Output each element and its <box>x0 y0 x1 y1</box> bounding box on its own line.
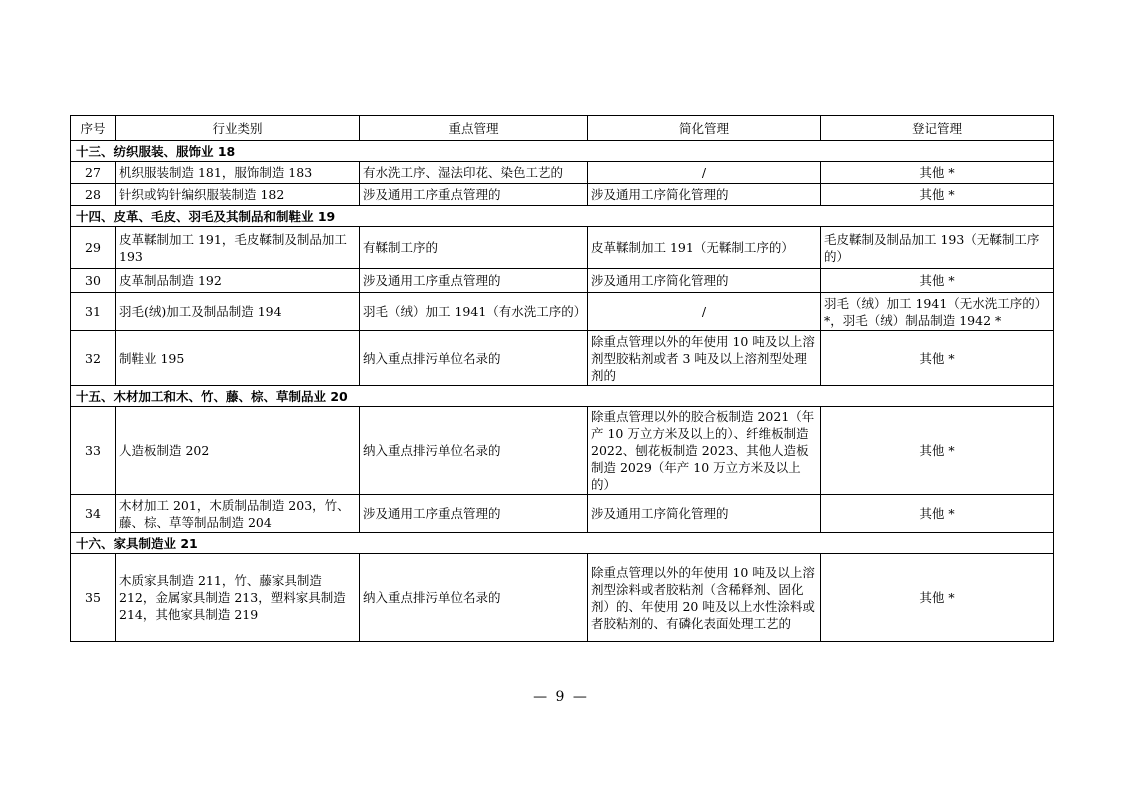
page-number: — 9 — <box>533 689 589 705</box>
industry-cell: 机织服装制造 181，服饰制造 183 <box>116 162 360 184</box>
simplified-management-cell: 涉及通用工序简化管理的 <box>588 184 821 206</box>
section-row <box>71 533 1054 554</box>
industry-cell: 人造板制造 202 <box>116 407 360 495</box>
row-number: 28 <box>71 184 116 206</box>
registration-management-cell: 其他 * <box>821 184 1054 206</box>
simplified-management-cell: 皮革鞣制加工 191（无鞣制工序的） <box>588 227 821 269</box>
simplified-management-cell: 除重点管理以外的年使用 10 吨及以上溶剂型胶粘剂或者 3 吨及以上溶剂型处理剂的 <box>588 331 821 386</box>
row-number: 32 <box>71 331 116 386</box>
row-number: 35 <box>71 554 116 642</box>
header-industry: 行业类别 <box>116 116 360 141</box>
industry-cell: 羽毛(绒)加工及制品制造 194 <box>116 293 360 331</box>
row-number: 27 <box>71 162 116 184</box>
row-number: 33 <box>71 407 116 495</box>
industry-cell: 木材加工 201，木质制品制造 203，竹、藤、棕、草等制品制造 204 <box>116 495 360 533</box>
row-number: 34 <box>71 495 116 533</box>
table-row <box>71 269 1054 293</box>
key-management-cell: 纳入重点排污单位名录的 <box>360 554 588 642</box>
industry-cell: 木质家具制造 211，竹、藤家具制造 212，金属家具制造 213，塑料家具制造 214，其他家具制造 219 <box>116 554 360 642</box>
key-management-cell: 涉及通用工序重点管理的 <box>360 495 588 533</box>
row-number: 31 <box>71 293 116 331</box>
classification-table <box>70 115 1054 642</box>
registration-management-cell: 其他 * <box>821 331 1054 386</box>
key-management-cell: 涉及通用工序重点管理的 <box>360 184 588 206</box>
registration-management-cell: 其他 * <box>821 495 1054 533</box>
section-title: 十三、纺织服装、服饰业 18 <box>71 141 1054 162</box>
key-management-cell: 涉及通用工序重点管理的 <box>360 269 588 293</box>
section-row <box>71 141 1054 162</box>
header-registration-management: 登记管理 <box>821 116 1054 141</box>
table-row <box>71 407 1054 495</box>
simplified-management-cell: 除重点管理以外的胶合板制造 2021（年产 10 万立方米及以上的）、纤维板制造 2022、刨花板制造 2023、其他人造板制造 2029（年产 10 万立方米及以上的） <box>588 407 821 495</box>
section-title: 十四、皮革、毛皮、羽毛及其制品和制鞋业 19 <box>71 206 1054 227</box>
table-row <box>71 293 1054 331</box>
industry-cell: 皮革鞣制加工 191，毛皮鞣制及制品加工 193 <box>116 227 360 269</box>
section-row <box>71 206 1054 227</box>
simplified-management-cell: / <box>588 293 821 331</box>
simplified-management-cell: 涉及通用工序简化管理的 <box>588 495 821 533</box>
table-row <box>71 162 1054 184</box>
section-row <box>71 386 1054 407</box>
industry-cell: 皮革制品制造 192 <box>116 269 360 293</box>
table-row <box>71 184 1054 206</box>
header-key-management: 重点管理 <box>360 116 588 141</box>
simplified-management-cell: 除重点管理以外的年使用 10 吨及以上溶剂型涂料或者胶粘剂（含稀释剂、固化剂）的、年使用 20 吨及以上水性涂料或者胶粘剂的、有磷化表面处理工艺的 <box>588 554 821 642</box>
row-number: 30 <box>71 269 116 293</box>
registration-management-cell: 羽毛（绒）加工 1941（无水洗工序的）*，羽毛（绒）制品制造 1942 * <box>821 293 1054 331</box>
registration-management-cell: 其他 * <box>821 554 1054 642</box>
registration-management-cell: 其他 * <box>821 162 1054 184</box>
simplified-management-cell: / <box>588 162 821 184</box>
section-title: 十六、家具制造业 21 <box>71 533 1054 554</box>
key-management-cell: 羽毛（绒）加工 1941（有水洗工序的） <box>360 293 588 331</box>
table-row <box>71 554 1054 642</box>
key-management-cell: 纳入重点排污单位名录的 <box>360 407 588 495</box>
table-row <box>71 227 1054 269</box>
table-row <box>71 495 1054 533</box>
registration-management-cell: 其他 * <box>821 407 1054 495</box>
key-management-cell: 有水洗工序、湿法印花、染色工艺的 <box>360 162 588 184</box>
header-simplified-management: 简化管理 <box>588 116 821 141</box>
industry-cell: 制鞋业 195 <box>116 331 360 386</box>
industry-cell: 针织或钩针编织服装制造 182 <box>116 184 360 206</box>
section-title: 十五、木材加工和木、竹、藤、棕、草制品业 20 <box>71 386 1054 407</box>
table-row <box>71 331 1054 386</box>
header-no: 序号 <box>71 116 116 141</box>
key-management-cell: 有鞣制工序的 <box>360 227 588 269</box>
row-number: 29 <box>71 227 116 269</box>
header-row <box>71 116 1054 141</box>
simplified-management-cell: 涉及通用工序简化管理的 <box>588 269 821 293</box>
registration-management-cell: 其他 * <box>821 269 1054 293</box>
key-management-cell: 纳入重点排污单位名录的 <box>360 331 588 386</box>
registration-management-cell: 毛皮鞣制及制品加工 193（无鞣制工序的） <box>821 227 1054 269</box>
